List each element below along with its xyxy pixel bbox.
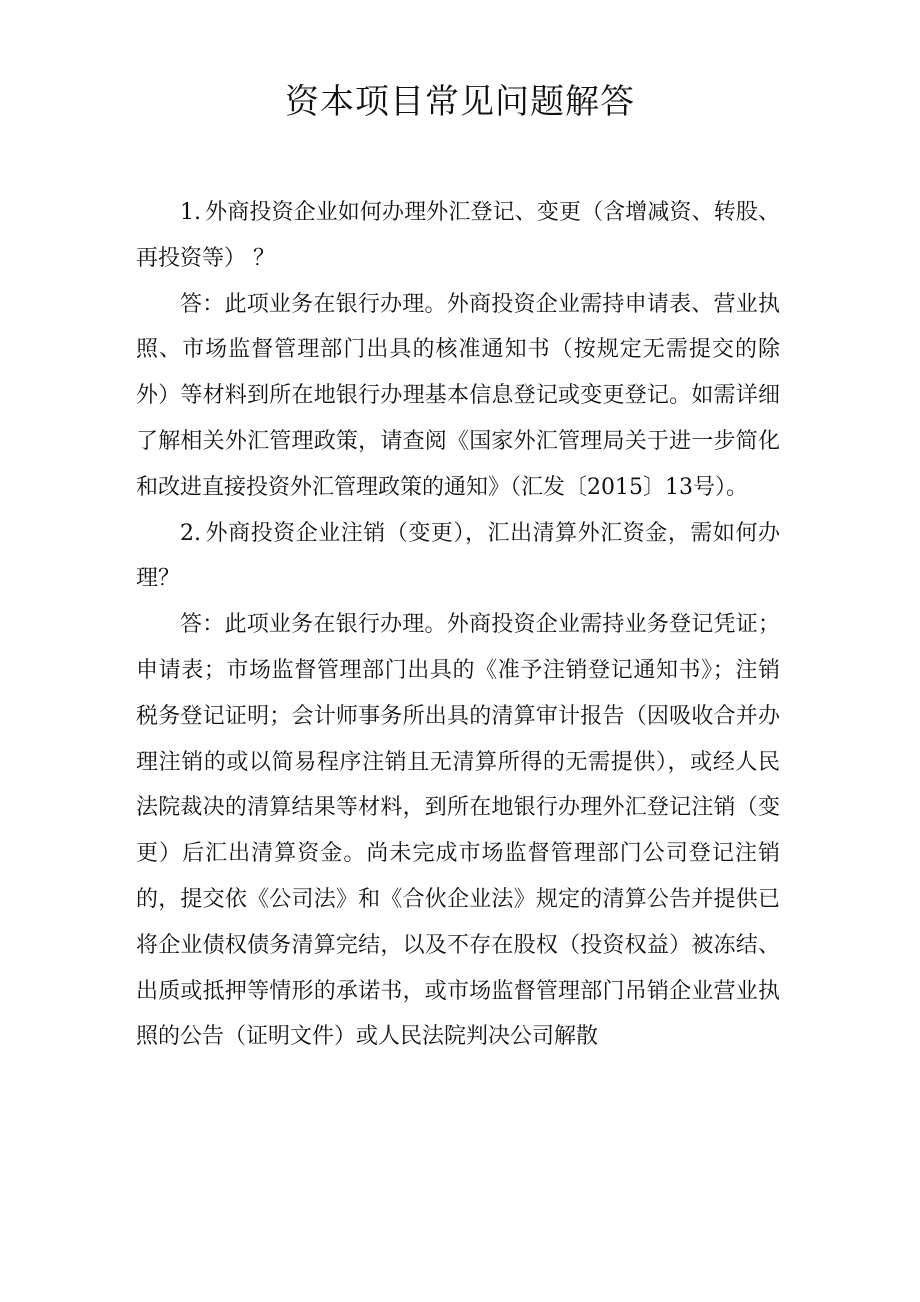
question-1-text: 外商投资企业如何办理外汇登记、变更（含增减资、转股、 再投资等） ？ [136, 200, 780, 271]
document-body [136, 190, 780, 1060]
question-1-number: 1. [180, 200, 201, 225]
document-title: 资本项目常见问题解答 [285, 82, 635, 122]
question-2 [136, 511, 780, 603]
question-2-number: 2. [180, 520, 201, 546]
answer-1: 答：此项业务在银行办理。外商投资企业需持申请表、营业执照、市场监督管理部门出具的核准通知书（按规定无需提交的除外）等材料到所在地银行办理基本信息登记或变更登记。如需详细了解相关外汇管理政策，请查阅《国家外汇管理局关于进一步简化和改进直接投资外汇管理政策的通知》（汇发〔2015〕13号）。 [136, 291, 780, 500]
question-2-text: 外商投资企业注销（变更），汇出清算外汇资金，需如何办理？ [136, 520, 780, 592]
answer-2: 答：此项业务在银行办理。外商投资企业需持业务登记凭证；申请表；市场监督管理部门出具的《准予注销登记通知书》；注销税务登记证明；会计师事务所出具的清算审计报告（因吸收合并办理注销的或以简易程序注销且无清算所得的无需提供），或经人民法院裁决的清算结果等材料，到所在地银行办理外汇登记注销（变更）后汇出清算资金。尚未完成市场监督管理部门公司登记注销的，提交依《公司法》和《合伙企业法》规定的清算公告并提供已将企业债权债务清算完结，以及不存在股权（投资权益）被冻结、出质或抵押等情形的承诺书，或市场监督管理部门吊销企业营业执照的公告（证明文件）或人民法院判决公司解散 [136, 612, 780, 1050]
question-1 [136, 190, 780, 282]
